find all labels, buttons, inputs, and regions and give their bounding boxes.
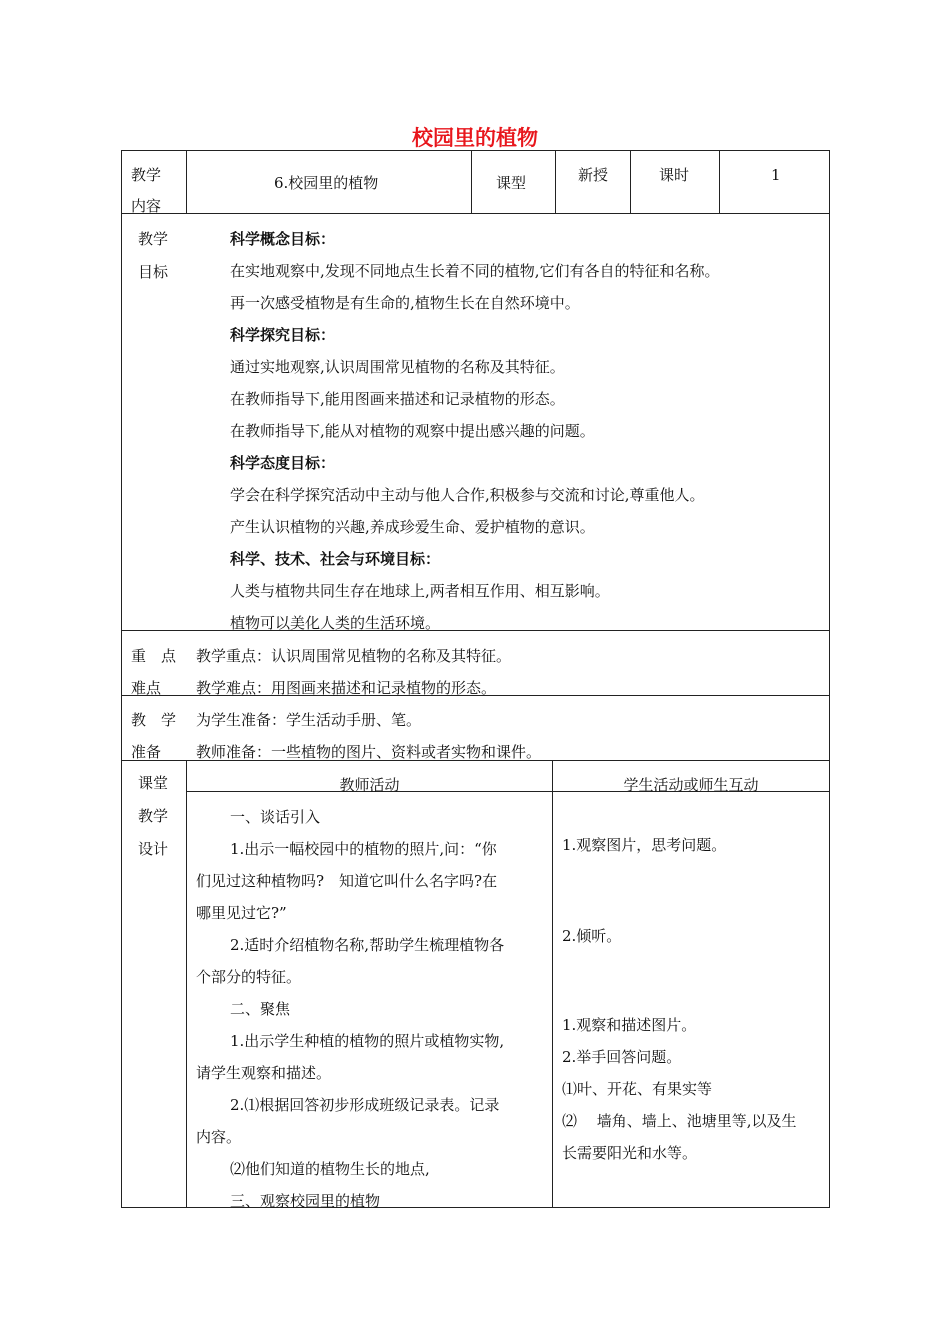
lesson-type-label: 课型 bbox=[496, 174, 527, 192]
lesson-title: 6.校园里的植物 bbox=[274, 174, 379, 192]
objectives-label-line-1: 教学 bbox=[138, 230, 169, 248]
document-title: 校园里的植物 bbox=[412, 126, 538, 150]
student-activity-line: 长需要阳光和水等。 bbox=[562, 1144, 698, 1162]
design-label-line-2: 教学 bbox=[138, 807, 169, 825]
student-activity-header: 学生活动或师生互动 bbox=[623, 776, 759, 794]
teacher-activity-line: 三、观察校园里的植物 bbox=[230, 1192, 381, 1210]
class-hours-value: 1 bbox=[771, 166, 781, 184]
teacher-activity-line: 们见过这种植物吗? 知道它叫什么名字吗?在 bbox=[196, 872, 498, 890]
difficulty-line: 教学难点：用图画来描述和记录植物的形态。 bbox=[196, 679, 497, 697]
objective-heading: 科学概念目标： bbox=[230, 230, 336, 248]
objective-heading: 科学、技术、社会与环境目标： bbox=[230, 550, 441, 568]
teacher-activity-line: 2.⑴根据回答初步形成班级记录表。记录 bbox=[230, 1096, 500, 1114]
keypoints-label-line-2: 难点 bbox=[131, 679, 162, 697]
objective-heading: 科学探究目标： bbox=[230, 326, 336, 344]
teacher-activity-line: 请学生观察和描述。 bbox=[196, 1064, 332, 1082]
teacher-activity-line: 2.适时介绍植物名称,帮助学生梳理植物各 bbox=[230, 936, 505, 954]
class-hours-label: 课时 bbox=[659, 166, 690, 184]
teacher-activity-line: 1.出示学生种植的植物的照片或植物实物, bbox=[230, 1032, 505, 1050]
objective-line: 通过实地观察,认识周围常见植物的名称及其特征。 bbox=[230, 358, 565, 376]
student-activity-line: 2.举手回答问题。 bbox=[562, 1048, 682, 1066]
student-activity-line: 1.观察和描述图片。 bbox=[562, 1016, 697, 1034]
objective-line: 在教师指导下,能从对植物的观察中提出感兴趣的问题。 bbox=[230, 422, 595, 440]
design-label-line-1: 课堂 bbox=[138, 774, 169, 792]
student-activity-line: ⑴叶、开花、有果实等 bbox=[562, 1080, 713, 1098]
student-activity-line: ⑵ 墙角、墙上、池塘里等,以及生 bbox=[562, 1112, 797, 1130]
teacher-activity-line: 1.出示一幅校园中的植物的照片,问：“你 bbox=[230, 840, 497, 858]
prep-label-line-2: 准备 bbox=[131, 743, 162, 761]
student-prep-line: 为学生准备：学生活动手册、笔。 bbox=[196, 711, 422, 729]
teacher-activity-line: 个部分的特征。 bbox=[196, 968, 302, 986]
teacher-activity-line: ⑵他们知道的植物生长的地点, bbox=[230, 1160, 430, 1178]
objective-line: 在教师指导下,能用图画来描述和记录植物的形态。 bbox=[230, 390, 565, 408]
objective-line: 学会在科学探究活动中主动与他人合作,积极参与交流和讨论,尊重他人。 bbox=[230, 486, 705, 504]
student-activity-line: 2.倾听。 bbox=[562, 927, 622, 945]
keypoints-label-line-1: 重 点 bbox=[131, 647, 177, 665]
objectives-label-line-2: 目标 bbox=[138, 263, 169, 281]
teacher-activity-line: 一、谈话引入 bbox=[230, 808, 321, 826]
info-label-line-1: 教学 bbox=[131, 166, 162, 184]
student-activity-line: 1.观察图片，思考问题。 bbox=[562, 836, 727, 854]
design-label-line-3: 设计 bbox=[138, 840, 169, 858]
teacher-activity-header: 教师活动 bbox=[339, 776, 400, 794]
prep-label-line-1: 教 学 bbox=[131, 711, 177, 729]
objective-line: 植物可以美化人类的生活环境。 bbox=[230, 614, 441, 632]
teacher-prep-line: 教师准备：一些植物的图片、资料或者实物和课件。 bbox=[196, 743, 542, 761]
objective-line: 产生认识植物的兴趣,养成珍爱生命、爱护植物的意识。 bbox=[230, 518, 595, 536]
lesson-type-value: 新授 bbox=[578, 166, 609, 184]
info-label-line-2: 内容 bbox=[131, 197, 162, 215]
objective-line: 人类与植物共同生存在地球上,两者相互作用、相互影响。 bbox=[230, 582, 610, 600]
teacher-activity-line: 哪里见过它?” bbox=[196, 904, 287, 922]
objective-line: 在实地观察中,发现不同地点生长着不同的植物,它们有各自的特征和名称。 bbox=[230, 262, 720, 280]
teacher-activity-line: 内容。 bbox=[196, 1128, 242, 1146]
key-point-line: 教学重点：认识周围常见植物的名称及其特征。 bbox=[196, 647, 512, 665]
objective-line: 再一次感受植物是有生命的,植物生长在自然环境中。 bbox=[230, 294, 580, 312]
teacher-activity-line: 二、聚焦 bbox=[230, 1000, 291, 1018]
objective-heading: 科学态度目标： bbox=[230, 454, 336, 472]
